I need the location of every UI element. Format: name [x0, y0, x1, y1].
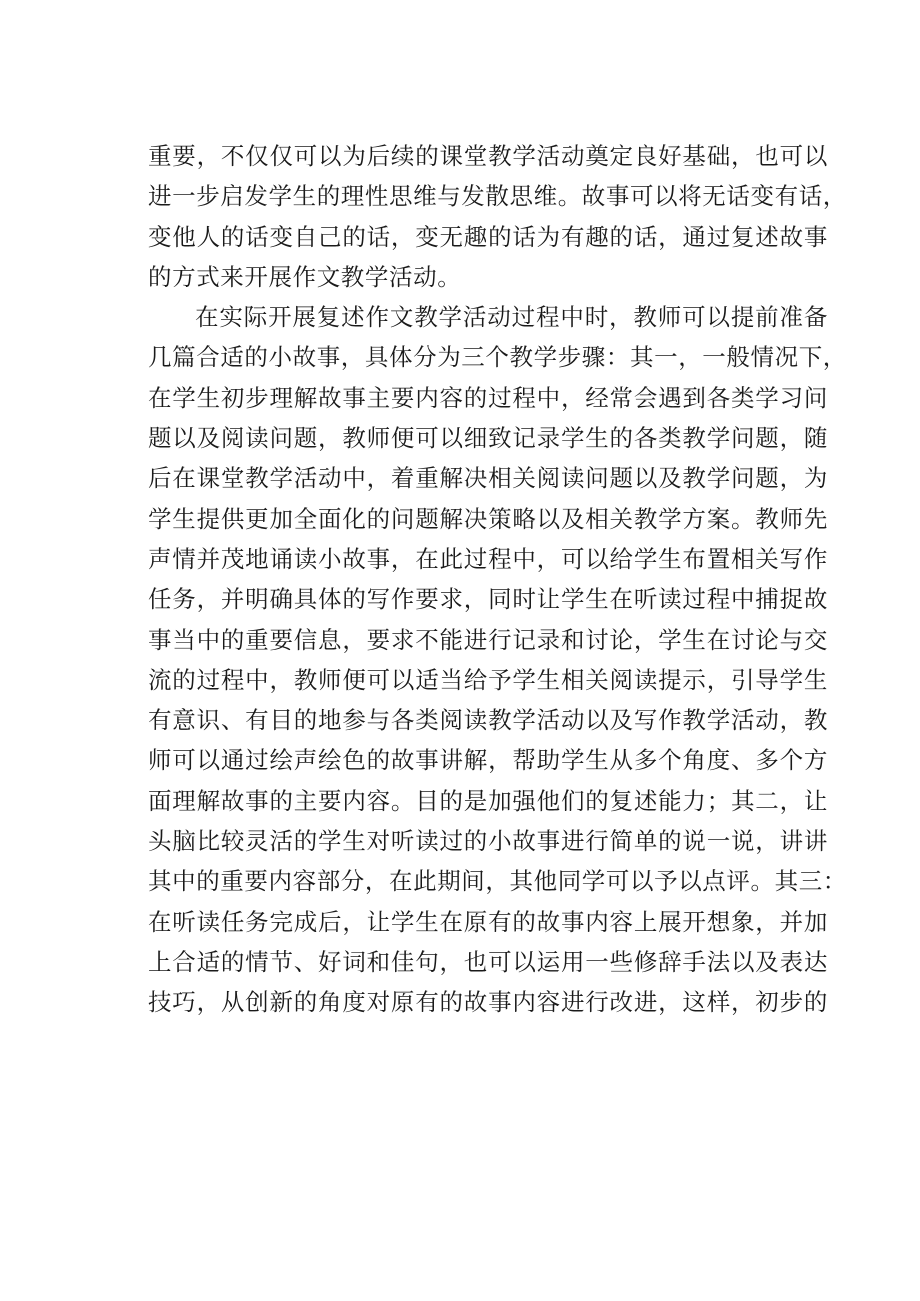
text-line: 后在课堂教学活动中，着重解决相关阅读问题以及教学问题，为	[148, 464, 828, 493]
paragraph-1	[148, 136, 847, 297]
text-line: 声情并茂地诵读小故事，在此过程中，可以给学生布置相关写作	[148, 544, 828, 573]
text-line: 几篇合适的小故事，具体分为三个教学步骤：其一，一般情况下，	[148, 343, 847, 372]
text-line: 流的过程中，教师便可以适当给予学生相关阅读提示，引导学生	[148, 665, 828, 694]
text-line: 面理解故事的主要内容。目的是加强他们的复述能力；其二，让	[148, 786, 828, 815]
text-line: 题以及阅读问题，教师便可以细致记录学生的各类教学问题，随	[148, 424, 828, 453]
text-line: 事当中的重要信息，要求不能进行记录和讨论，学生在讨论与交	[148, 625, 828, 654]
text-line: 技巧，从创新的角度对原有的故事内容进行改进，这样，初步的	[148, 988, 828, 1017]
body-text	[148, 136, 847, 1023]
text-line: 变他人的话变自己的话，变无趣的话为有趣的话，通过复述故事	[148, 222, 828, 251]
text-line: 学生提供更加全面化的问题解决策略以及相关教学方案。教师先	[148, 504, 828, 533]
text-line: 重要，不仅仅可以为后续的课堂教学活动奠定良好基础，也可以	[148, 142, 828, 170]
text-line: 在实际开展复述作文教学活动过程中时，教师可以提前准备	[195, 303, 828, 332]
paragraph-2	[148, 297, 847, 1022]
text-line: 师可以通过绘声绘色的故事讲解，帮助学生从多个角度、多个方	[148, 746, 828, 775]
text-line: 头脑比较灵活的学生对听读过的小故事进行简单的说一说，讲讲	[148, 827, 828, 856]
text-line: 其中的重要内容部分，在此期间，其他同学可以予以点评。其三：	[148, 867, 847, 896]
text-line: 任务，并明确具体的写作要求，同时让学生在听读过程中捕捉故	[148, 585, 828, 614]
text-line: 进一步启发学生的理性思维与发散思维。故事可以将无话变有话，	[148, 182, 847, 211]
text-line: 有意识、有目的地参与各类阅读教学活动以及写作教学活动，教	[148, 706, 828, 735]
text-line: 在学生初步理解故事主要内容的过程中，经常会遇到各类学习问	[148, 383, 828, 412]
text-line: 在听读任务完成后，让学生在原有的故事内容上展开想象，并加	[148, 907, 828, 936]
text-line: 上合适的情节、好词和佳句，也可以运用一些修辞手法以及表达	[148, 947, 828, 976]
text-line: 的方式来开展作文教学活动。	[148, 262, 462, 291]
